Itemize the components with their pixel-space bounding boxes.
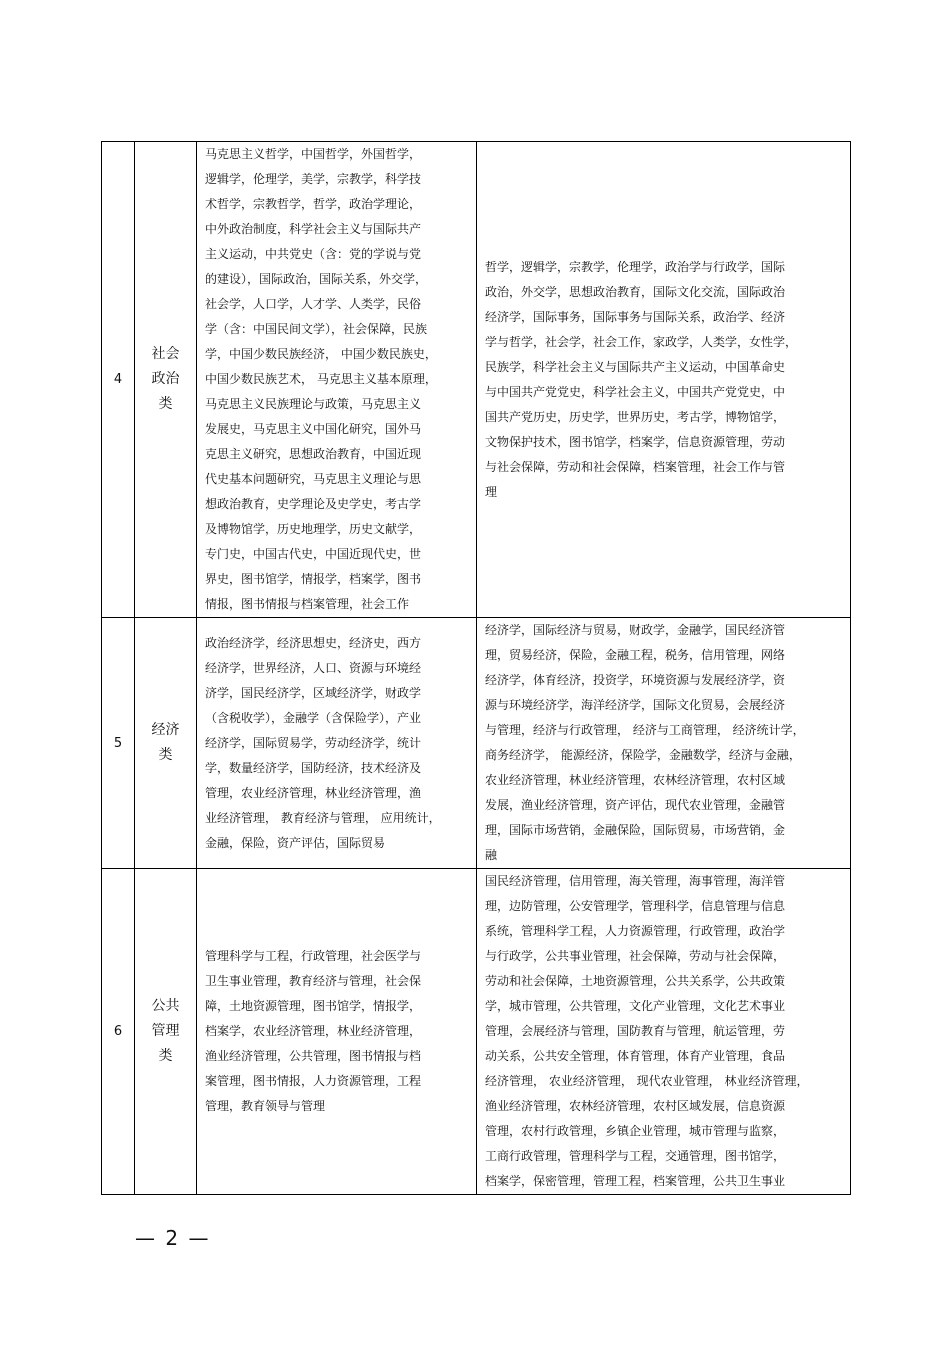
- graduate-majors-cell: 管理科学与工程，行政管理，社会医学与 卫生事业管理，教育经济与管理，社会保 障，土地资源管理，图书馆学，情报学， 档案学，农业经济管理，林业经济管理， 渔业经济管理，公共管理，图书情报与档 案管理，图书情报，人力资源管理，工程 管理，教育领导与管理: [197, 869, 477, 1195]
- table-row: [102, 142, 851, 618]
- page-number: — 2 —: [135, 1226, 211, 1250]
- row-number: 5: [102, 618, 135, 869]
- category-label: 经济 类: [151, 722, 180, 763]
- graduate-majors-cell: 马克思主义哲学，中国哲学，外国哲学， 逻辑学，伦理学，美学，宗教学，科学技 术哲学，宗教哲学，哲学，政治学理论， 中外政治制度，科学社会主义与国际共产 主义运动，中共党史（含：党的学说与党 的建设），国际政治，国际关系，外交学， 社会学，人口学，人才学、人类学，民俗 学（含：中国民间文学），社会保障，民族 学，中国少数民族经济， 中国少数民族史， 中国少数民族艺术， 马克思主义基本原理， 马克思主义民族理论与政策，马克思主义 发展史，马克思主义中国化研究，国外马 克思主义研究，思想政治教育，中国近现 代史基本问题研究，马克思主义理论与思 想政治教育，史学理论及史学史，考古学 及博物馆学，历史地理学，历史文献学， 专门史，中国古代史，中国近现代史，世 界史，图书馆学，情报学，档案学，图书 情报，图书情报与档案管理，社会工作: [197, 142, 477, 618]
- row-number: 6: [102, 869, 135, 1195]
- category-cell: [135, 618, 197, 869]
- category-cell: [135, 869, 197, 1195]
- category-label: 社会 政治 类: [151, 346, 180, 412]
- row-number: 4: [102, 142, 135, 618]
- graduate-majors-cell: 政治经济学，经济思想史，经济史，西方 经济学，世界经济，人口、资源与环境经 济学，国民经济学，区域经济学，财政学 （含税收学），金融学（含保险学），产业 经济学，国际贸易学，劳动经济学，统计 学，数量经济学，国防经济，技术经济及 管理，农业经济管理，林业经济管理，渔 业经济管理， 教育经济与管理， 应用统计， 金融，保险，资产评估，国际贸易: [197, 618, 477, 869]
- undergraduate-majors-cell: 哲学，逻辑学，宗教学，伦理学，政治学与行政学，国际 政治，外交学，思想政治教育，国际文化交流，国际政治 经济学，国际事务，国际事务与国际关系，政治学、经济 学与哲学，社会学，社会工作，家政学，人类学，女性学， 民族学，科学社会主义与国际共产主义运动，中国革命史 与中国共产党党史，科学社会主义，中国共产党党史，中 国共产党历史，历史学，世界历史，考古学，博物馆学， 文物保护技术，图书馆学，档案学，信息资源管理，劳动 与社会保障，劳动和社会保障，档案管理，社会工作与管 理: [477, 142, 851, 618]
- category-cell: [135, 142, 197, 618]
- table-row: [102, 618, 851, 869]
- category-label: 公共 管理 类: [151, 998, 180, 1064]
- undergraduate-majors-cell: 国民经济管理，信用管理，海关管理，海事管理，海洋管 理，边防管理，公安管理学，管理科学，信息管理与信息 系统，管理科学工程，人力资源管理，行政管理，政治学 与行政学，公共事业管理，社会保障，劳动与社会保障， 劳动和社会保障，土地资源管理，公共关系学，公共政策 学，城市管理，公共管理，文化产业管理，文化艺术事业 管理，会展经济与管理，国防教育与管理，航运管理，劳 动关系，公共安全管理，体育管理，体育产业管理，食品 经济管理， 农业经济管理， 现代农业管理， 林业经济管理， 渔业经济管理，农林经济管理，农村区域发展，信息资源 管理，农村行政管理，乡镇企业管理，城市管理与监察， 工商行政管理，管理科学与工程，交通管理，图书馆学， 档案学，保密管理，管理工程，档案管理，公共卫生事业: [477, 869, 851, 1195]
- undergraduate-majors-cell: 经济学，国际经济与贸易，财政学，金融学，国民经济管 理，贸易经济，保险，金融工程，税务，信用管理，网络 经济学，体育经济，投资学，环境资源与发展经济学，资 源与环境经济学，海洋经济学，国际文化贸易，会展经济 与管理，经济与行政管理， 经济与工商管理， 经济统计学， 商务经济学， 能源经济，保险学，金融数学，经济与金融， 农业经济管理，林业经济管理，农林经济管理，农村区域 发展，渔业经济管理，资产评估，现代农业管理，金融管 理，国际市场营销，金融保险，国际贸易，市场营销，金 融: [477, 618, 851, 869]
- table-row: [102, 869, 851, 1195]
- majors-table: [101, 141, 851, 1195]
